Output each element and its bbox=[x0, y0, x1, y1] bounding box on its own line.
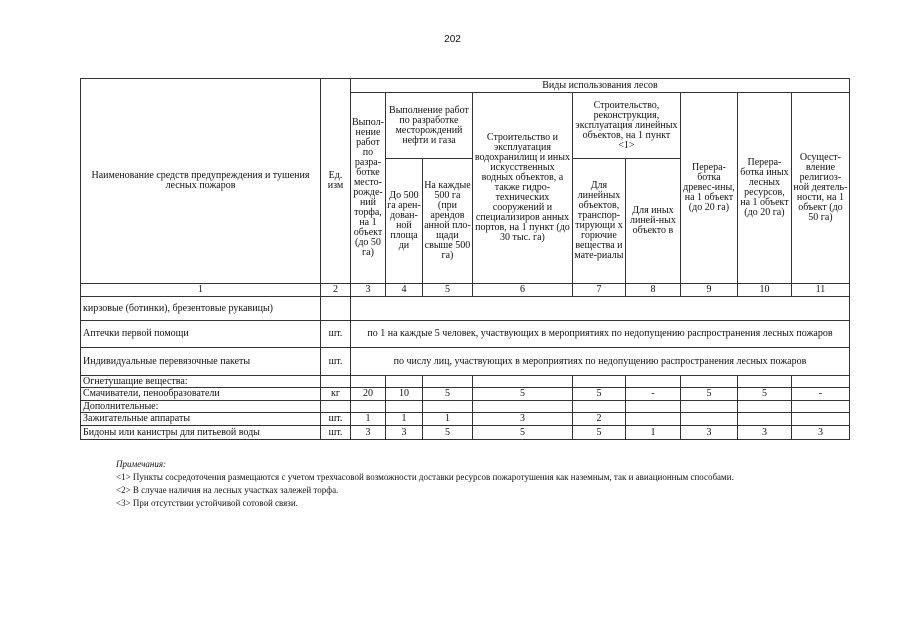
fire-equipment-table bbox=[80, 78, 850, 440]
empty-cell bbox=[351, 401, 386, 413]
header-linear-objects: Строительство, реконструкция, эксплуатация линейных объектов, на 1 пункт <1> bbox=[572, 93, 680, 159]
value-cell: 10 bbox=[385, 388, 422, 401]
empty-cell bbox=[572, 376, 625, 388]
row-name-additional: Дополнительные: bbox=[81, 401, 321, 413]
value-cell: 3 bbox=[737, 426, 791, 440]
empty-cell bbox=[680, 401, 737, 413]
value-cell bbox=[680, 413, 737, 426]
empty-cell bbox=[737, 376, 791, 388]
value-cell: 1 bbox=[625, 426, 680, 440]
empty-cell bbox=[321, 376, 351, 388]
empty-cell bbox=[422, 376, 472, 388]
row-name-dressing-packs: Индивидуальные перевязочные пакеты bbox=[81, 348, 321, 376]
row-name-boots: кирзовые (ботинки), брезентовые рукавицы) bbox=[81, 297, 321, 321]
row-name-igniters: Зажигательные аппараты bbox=[81, 413, 321, 426]
empty-cell bbox=[625, 376, 680, 388]
header-oil-each-500: На каждые 500 га (при арендов анной пло-щади свыше 500 га) bbox=[422, 159, 472, 284]
col-num: 3 bbox=[351, 284, 386, 297]
empty-cell bbox=[385, 376, 422, 388]
col-num: 5 bbox=[422, 284, 472, 297]
value-cell: 3 bbox=[351, 426, 386, 440]
value-cell: - bbox=[625, 388, 680, 401]
header-wood-processing: Перера-ботка древес-ины, на 1 объект (до 20 га) bbox=[680, 93, 737, 284]
header-religious: Осущест-вление религиоз-ной деятель-ности, на 1 объект (до 50 га) bbox=[791, 93, 849, 284]
value-cell: 5 bbox=[572, 388, 625, 401]
empty-cell bbox=[351, 376, 386, 388]
value-cell: 5 bbox=[572, 426, 625, 440]
column-numbers-row bbox=[81, 284, 850, 297]
value-cell: 1 bbox=[351, 413, 386, 426]
col-num: 9 bbox=[680, 284, 737, 297]
empty-cell bbox=[321, 401, 351, 413]
header-unit: Ед. изм bbox=[321, 79, 351, 284]
value-cell bbox=[625, 413, 680, 426]
table-row bbox=[81, 321, 850, 348]
col-num: 10 bbox=[737, 284, 791, 297]
table-row bbox=[81, 348, 850, 376]
row-unit: шт. bbox=[321, 413, 351, 426]
value-cell: 5 bbox=[472, 426, 572, 440]
empty-cell bbox=[385, 401, 422, 413]
empty-cell bbox=[791, 401, 849, 413]
value-cell: 2 bbox=[572, 413, 625, 426]
col-num: 8 bbox=[625, 284, 680, 297]
value-cell: 3 bbox=[791, 426, 849, 440]
note-2: <2> В случае наличия на лесных участках залежей торфа. bbox=[116, 485, 339, 496]
row-unit: шт. bbox=[321, 348, 351, 376]
row-unit: кг bbox=[321, 388, 351, 401]
empty-cell bbox=[472, 376, 572, 388]
empty-cell bbox=[680, 376, 737, 388]
value-cell bbox=[737, 413, 791, 426]
row-name-extinguishing: Огнетушащие вещества: bbox=[81, 376, 321, 388]
row-name-water-cans: Бидоны или канистры для питьевой воды bbox=[81, 426, 321, 440]
header-linear-fuel: Для линейных объектов, транспор-тирующи х горючие вещества и мате-риалы bbox=[572, 159, 625, 284]
header-oil-gas: Выполнение работ по разработке месторождений нефти и газа bbox=[385, 93, 472, 159]
value-cell: 5 bbox=[422, 388, 472, 401]
value-cell: 20 bbox=[351, 388, 386, 401]
value-cell: 3 bbox=[385, 426, 422, 440]
empty-cell bbox=[737, 401, 791, 413]
row-unit: шт. bbox=[321, 321, 351, 348]
value-cell: 5 bbox=[472, 388, 572, 401]
header-oil-500: До 500 га арен-дован-ной площа ди bbox=[385, 159, 422, 284]
header-reservoirs: Строительство и эксплуатация водохранилищ и иных искусственных водных объектов, а также гидро-технических сооружений и специализиров анных портов, на 1 пункт (до 30 тыс. га) bbox=[472, 93, 572, 284]
page-number: 202 bbox=[444, 34, 461, 45]
table-row bbox=[81, 376, 850, 388]
row-span-dressing-packs: по числу лиц, участвующих в мероприятиях по недопущению распространения лесных пожаров bbox=[351, 348, 850, 376]
empty-cell bbox=[321, 297, 351, 321]
row-unit: шт. bbox=[321, 426, 351, 440]
note-1: <1> Пункты сосредоточения размещаются с учетом трехчасовой возможности доставки ресурсов пожаротушения как наземным, так и авиационным способами. bbox=[116, 472, 734, 483]
notes-title: Примечания: bbox=[116, 459, 167, 469]
header-forest-uses: Виды использования лесов bbox=[351, 79, 850, 93]
value-cell: 5 bbox=[422, 426, 472, 440]
empty-cell bbox=[422, 401, 472, 413]
row-name-first-aid: Аптечки первой помощи bbox=[81, 321, 321, 348]
empty-cell bbox=[791, 376, 849, 388]
col-num: 7 bbox=[572, 284, 625, 297]
row-span-first-aid: по 1 на каждые 5 человек, участвующих в мероприятиях по недопущению распространения лесных пожаров bbox=[351, 321, 850, 348]
table-row bbox=[81, 388, 850, 401]
col-num: 11 bbox=[791, 284, 849, 297]
table-row bbox=[81, 401, 850, 413]
row-name-wetting-agents: Смачиватели, пенообразователи bbox=[81, 388, 321, 401]
header-linear-other: Для иных линей-ных объекто в bbox=[625, 159, 680, 284]
col-num: 6 bbox=[472, 284, 572, 297]
table-row bbox=[81, 413, 850, 426]
header-other-resources: Перера-ботка иных лесных ресурсов, на 1 объект (до 20 га) bbox=[737, 93, 791, 284]
value-cell: - bbox=[791, 388, 849, 401]
col-num: 2 bbox=[321, 284, 351, 297]
empty-cell bbox=[572, 401, 625, 413]
table-row bbox=[81, 297, 850, 321]
value-cell bbox=[791, 413, 849, 426]
value-cell: 3 bbox=[680, 426, 737, 440]
value-cell: 5 bbox=[680, 388, 737, 401]
notes-section bbox=[80, 458, 820, 511]
header-peat: Выпол-нение работ по разра-ботке место-рожде-ний торфа, на 1 объект (до 50 га) bbox=[351, 93, 386, 284]
value-cell: 5 bbox=[737, 388, 791, 401]
header-name: Наименование средств предупреждения и тушения лесных пожаров bbox=[81, 79, 321, 284]
col-num: 1 bbox=[81, 284, 321, 297]
value-cell: 3 bbox=[472, 413, 572, 426]
empty-cell bbox=[472, 401, 572, 413]
table-row bbox=[81, 426, 850, 440]
note-3: <3> При отсутствии устойчивой сотовой связи. bbox=[116, 498, 298, 509]
value-cell: 1 bbox=[385, 413, 422, 426]
empty-cell bbox=[351, 297, 850, 321]
empty-cell bbox=[625, 401, 680, 413]
col-num: 4 bbox=[385, 284, 422, 297]
value-cell: 1 bbox=[422, 413, 472, 426]
